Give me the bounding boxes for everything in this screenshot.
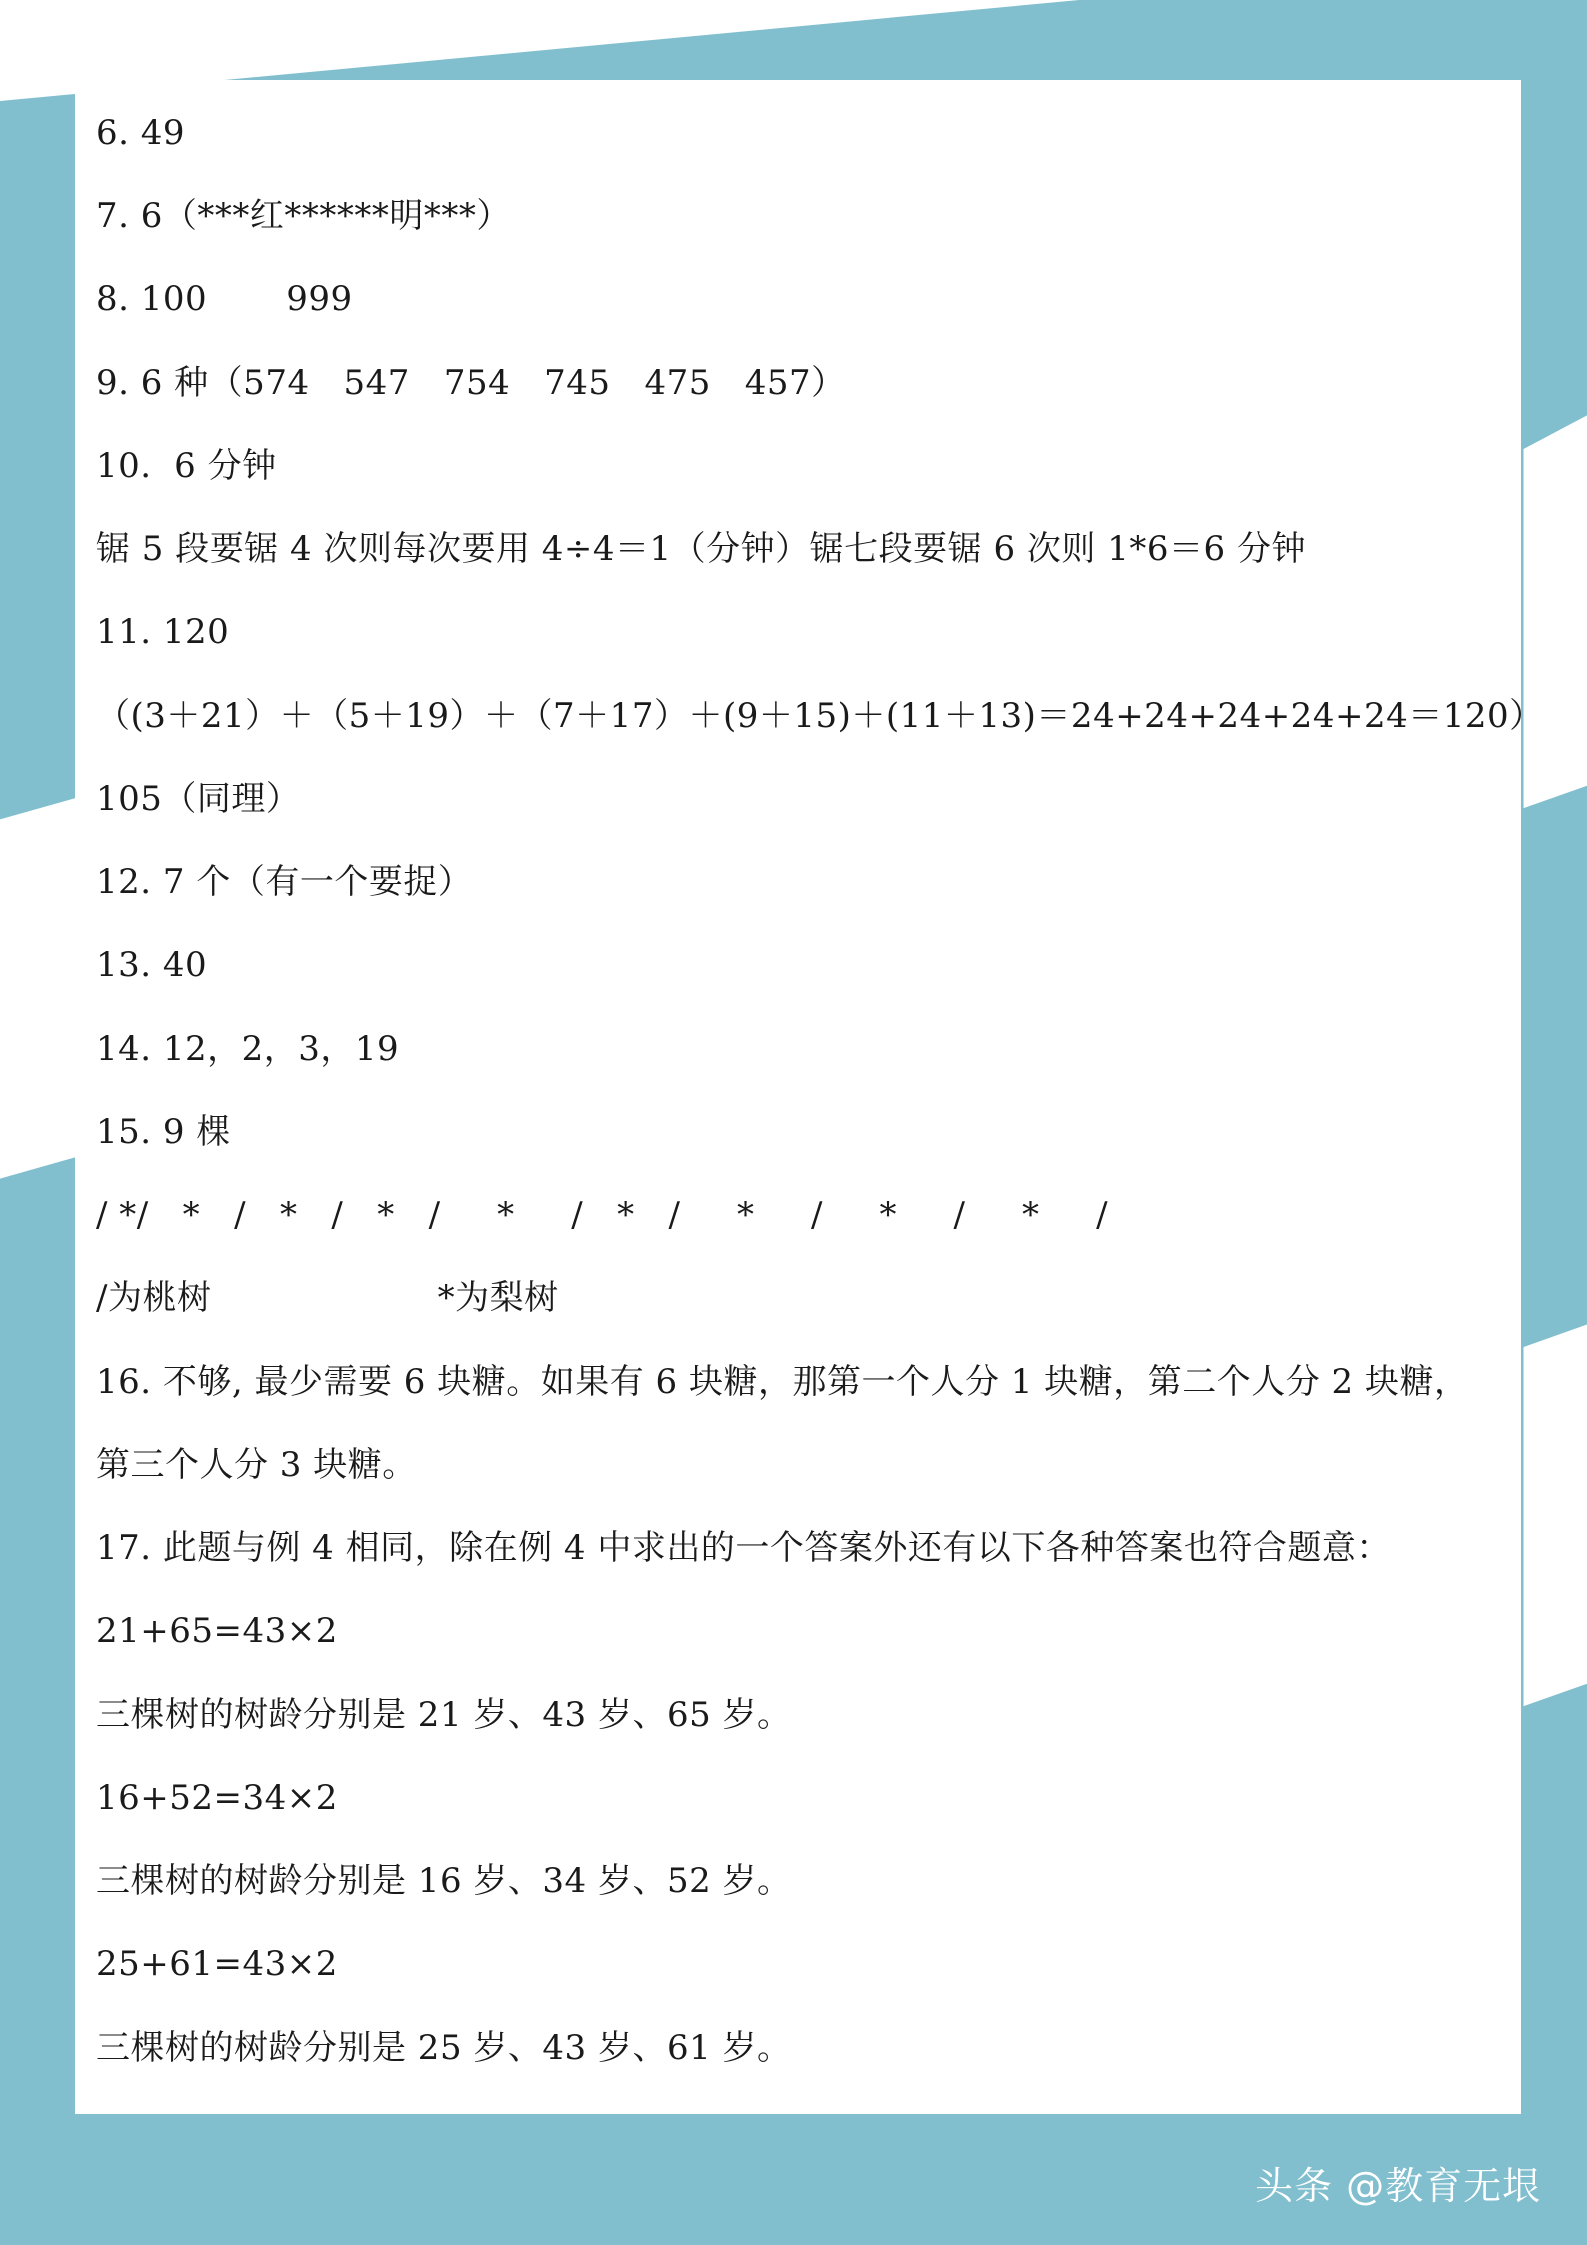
answer-line: 25+61=43×2 (96, 1944, 338, 1984)
answer-line: 105（同理） (96, 779, 301, 819)
answer-line: 12. 7 个（有一个要捉） (96, 862, 473, 902)
answer-line: 21+65=43×2 (96, 1611, 338, 1651)
answer-line: 10. 6 分钟 (96, 446, 277, 486)
answer-line: 6. 49 (96, 113, 186, 153)
answer-line: /为桃树 *为梨树 (96, 1278, 559, 1318)
answer-sheet (75, 80, 1544, 2114)
answer-line: / */ * / * / * / * / * / * / * / * / (96, 1195, 1109, 1235)
answer-line: 16+52=34×2 (96, 1778, 338, 1818)
answer-line: 8. 100 999 (96, 279, 353, 319)
answer-line: 16. 不够, 最少需要 6 块糖。如果有 6 块糖，那第一个人分 1 块糖，第二个人分 2 块糖， (96, 1362, 1469, 1402)
answer-line: 9. 6 种（574 547 754 745 475 457） (96, 363, 846, 403)
answer-line: 7. 6（***红******明***） (96, 196, 511, 236)
answer-line: 11. 120 (96, 612, 230, 652)
answer-line: 锯 5 段要锯 4 次则每次要用 4÷4＝1（分钟）锯七段要锯 6 次则 1*6＝6 分钟 (96, 529, 1306, 569)
answer-line: 14. 12，2，3，19 (96, 1029, 400, 1069)
answer-line: 13. 40 (96, 945, 208, 985)
answer-line: 三棵树的树龄分别是 16 岁、34 岁、52 岁。 (96, 1861, 792, 1901)
answer-line: 三棵树的树龄分别是 21 岁、43 岁、65 岁。 (96, 1695, 792, 1735)
answer-line: 17. 此题与例 4 相同，除在例 4 中求出的一个答案外还有以下各种答案也符合题意： (96, 1528, 1391, 1568)
watermark: 头条 @教育无垠 (1255, 2164, 1542, 2208)
answer-line: （(3＋21）＋（5＋19）＋（7＋17）＋(9＋15)＋(11＋13)＝24+24+24+24+24＝120） (96, 696, 1544, 736)
answer-line: 第三个人分 3 块糖。 (96, 1445, 417, 1485)
answer-line: 三棵树的树龄分别是 25 岁、43 岁、61 岁。 (96, 2028, 792, 2068)
answer-line: 15. 9 棵 (96, 1112, 231, 1152)
